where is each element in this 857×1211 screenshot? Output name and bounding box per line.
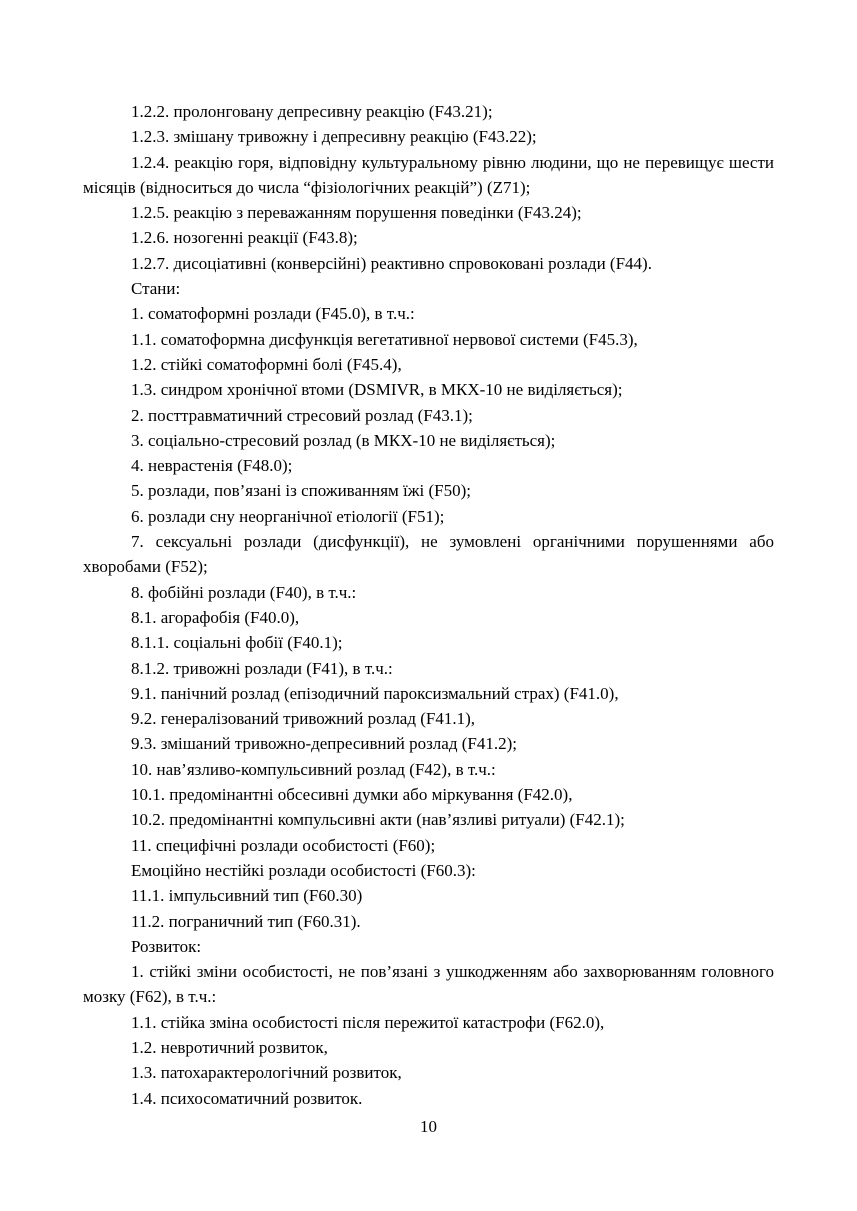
paragraph: 8. фобійні розлади (F40), в т.ч.: xyxy=(131,582,357,602)
paragraph: 6. розлади сну неорганічної етіології (F51); xyxy=(131,506,445,526)
paragraph: 1. стійкі зміни особистості, не пов’язані з ушкодженням або захворюванням головного мозку (F62), в т.ч.: xyxy=(83,962,774,1007)
paragraph: 9.1. панічний розлад (епізодичний пароксизмальний страх) (F41.0), xyxy=(131,683,619,703)
paragraph: 10.2. предомінантні компульсивні акти (нав’язливі ритуали) (F42.1); xyxy=(131,810,625,830)
paragraph: 8.1.2. тривожні розлади (F41), в т.ч.: xyxy=(131,658,393,678)
paragraph: 11.2. пограничний тип (F60.31). xyxy=(131,911,361,931)
paragraph: 1.4. психосоматичний розвиток. xyxy=(131,1088,363,1108)
paragraph: 5. розлади, пов’язані із споживанням їжі (F50); xyxy=(131,481,471,501)
paragraph: Стани: xyxy=(131,279,181,299)
paragraph: 3. соціально-стресовий розлад (в МКХ-10 не виділяється); xyxy=(131,430,556,450)
paragraph: 7. сексуальні розлади (дисфункції), не зумовлені органічними порушеннями або хворобами (F52); xyxy=(83,532,774,577)
paragraph: 9.2. генералізований тривожний розлад (F41.1), xyxy=(131,709,476,729)
paragraph: 2. посттравматичний стресовий розлад (F43.1); xyxy=(131,405,473,425)
paragraph: Емоційно нестійкі розлади особистості (F60.3): xyxy=(131,860,476,880)
paragraph: 1.1. стійка зміна особистості після пережитої катастрофи (F62.0), xyxy=(131,1012,605,1032)
paragraph: 11. специфічні розлади особистості (F60); xyxy=(131,835,436,855)
paragraph: 10. нав’язливо-компульсивний розлад (F42), в т.ч.: xyxy=(131,759,496,779)
paragraph: 1.2.3. змішану тривожну і депресивну реакцію (F43.22); xyxy=(131,127,537,147)
paragraph: 4. неврастенія (F48.0); xyxy=(131,456,293,476)
paragraph: 8.1.1. соціальні фобії (F40.1); xyxy=(131,633,343,653)
paragraph: 1. соматоформні розлади (F45.0), в т.ч.: xyxy=(131,304,415,324)
paragraph: 1.2. невротичний розвиток, xyxy=(131,1037,328,1057)
paragraph: 9.3. змішаний тривожно-депресивний розлад (F41.2); xyxy=(131,734,517,754)
page-number: 10 xyxy=(420,1117,437,1136)
paragraph: 1.3. синдром хронічної втоми (DSMIVR, в МКХ-10 не виділяється); xyxy=(131,380,623,400)
paragraph: 1.3. патохарактерологічний розвиток, xyxy=(131,1063,402,1083)
paragraph: 1.2.6. нозогенні реакції (F43.8); xyxy=(131,228,358,248)
paragraph: 10.1. предомінантні обсесивні думки або міркування (F42.0), xyxy=(131,785,573,805)
paragraph: 1.2.7. дисоціативні (конверсійні) реактивно спровоковані розлади (F44). xyxy=(131,253,652,273)
paragraph: 1.1. соматоформна дисфункція вегетативної нервової системи (F45.3), xyxy=(131,329,638,349)
paragraph: 1.2. стійкі соматоформні болі (F45.4), xyxy=(131,354,402,374)
paragraph: 8.1. агорафобія (F40.0), xyxy=(131,607,300,627)
paragraph: 1.2.2. пролонговану депресивну реакцію (F43.21); xyxy=(131,102,493,121)
body-text xyxy=(83,99,774,1111)
paragraph: Розвиток: xyxy=(131,936,202,956)
paragraph: 11.1. імпульсивний тип (F60.30) xyxy=(131,886,363,906)
paragraph: 1.2.5. реакцію з переважанням порушення поведінки (F43.24); xyxy=(131,203,582,223)
paragraph: 1.2.4. реакцію горя, відповідну культуральному рівню людини, що не перевищує шести місяців (відноситься до числа “фізіологічних реакцій”) (Z71); xyxy=(83,152,774,197)
